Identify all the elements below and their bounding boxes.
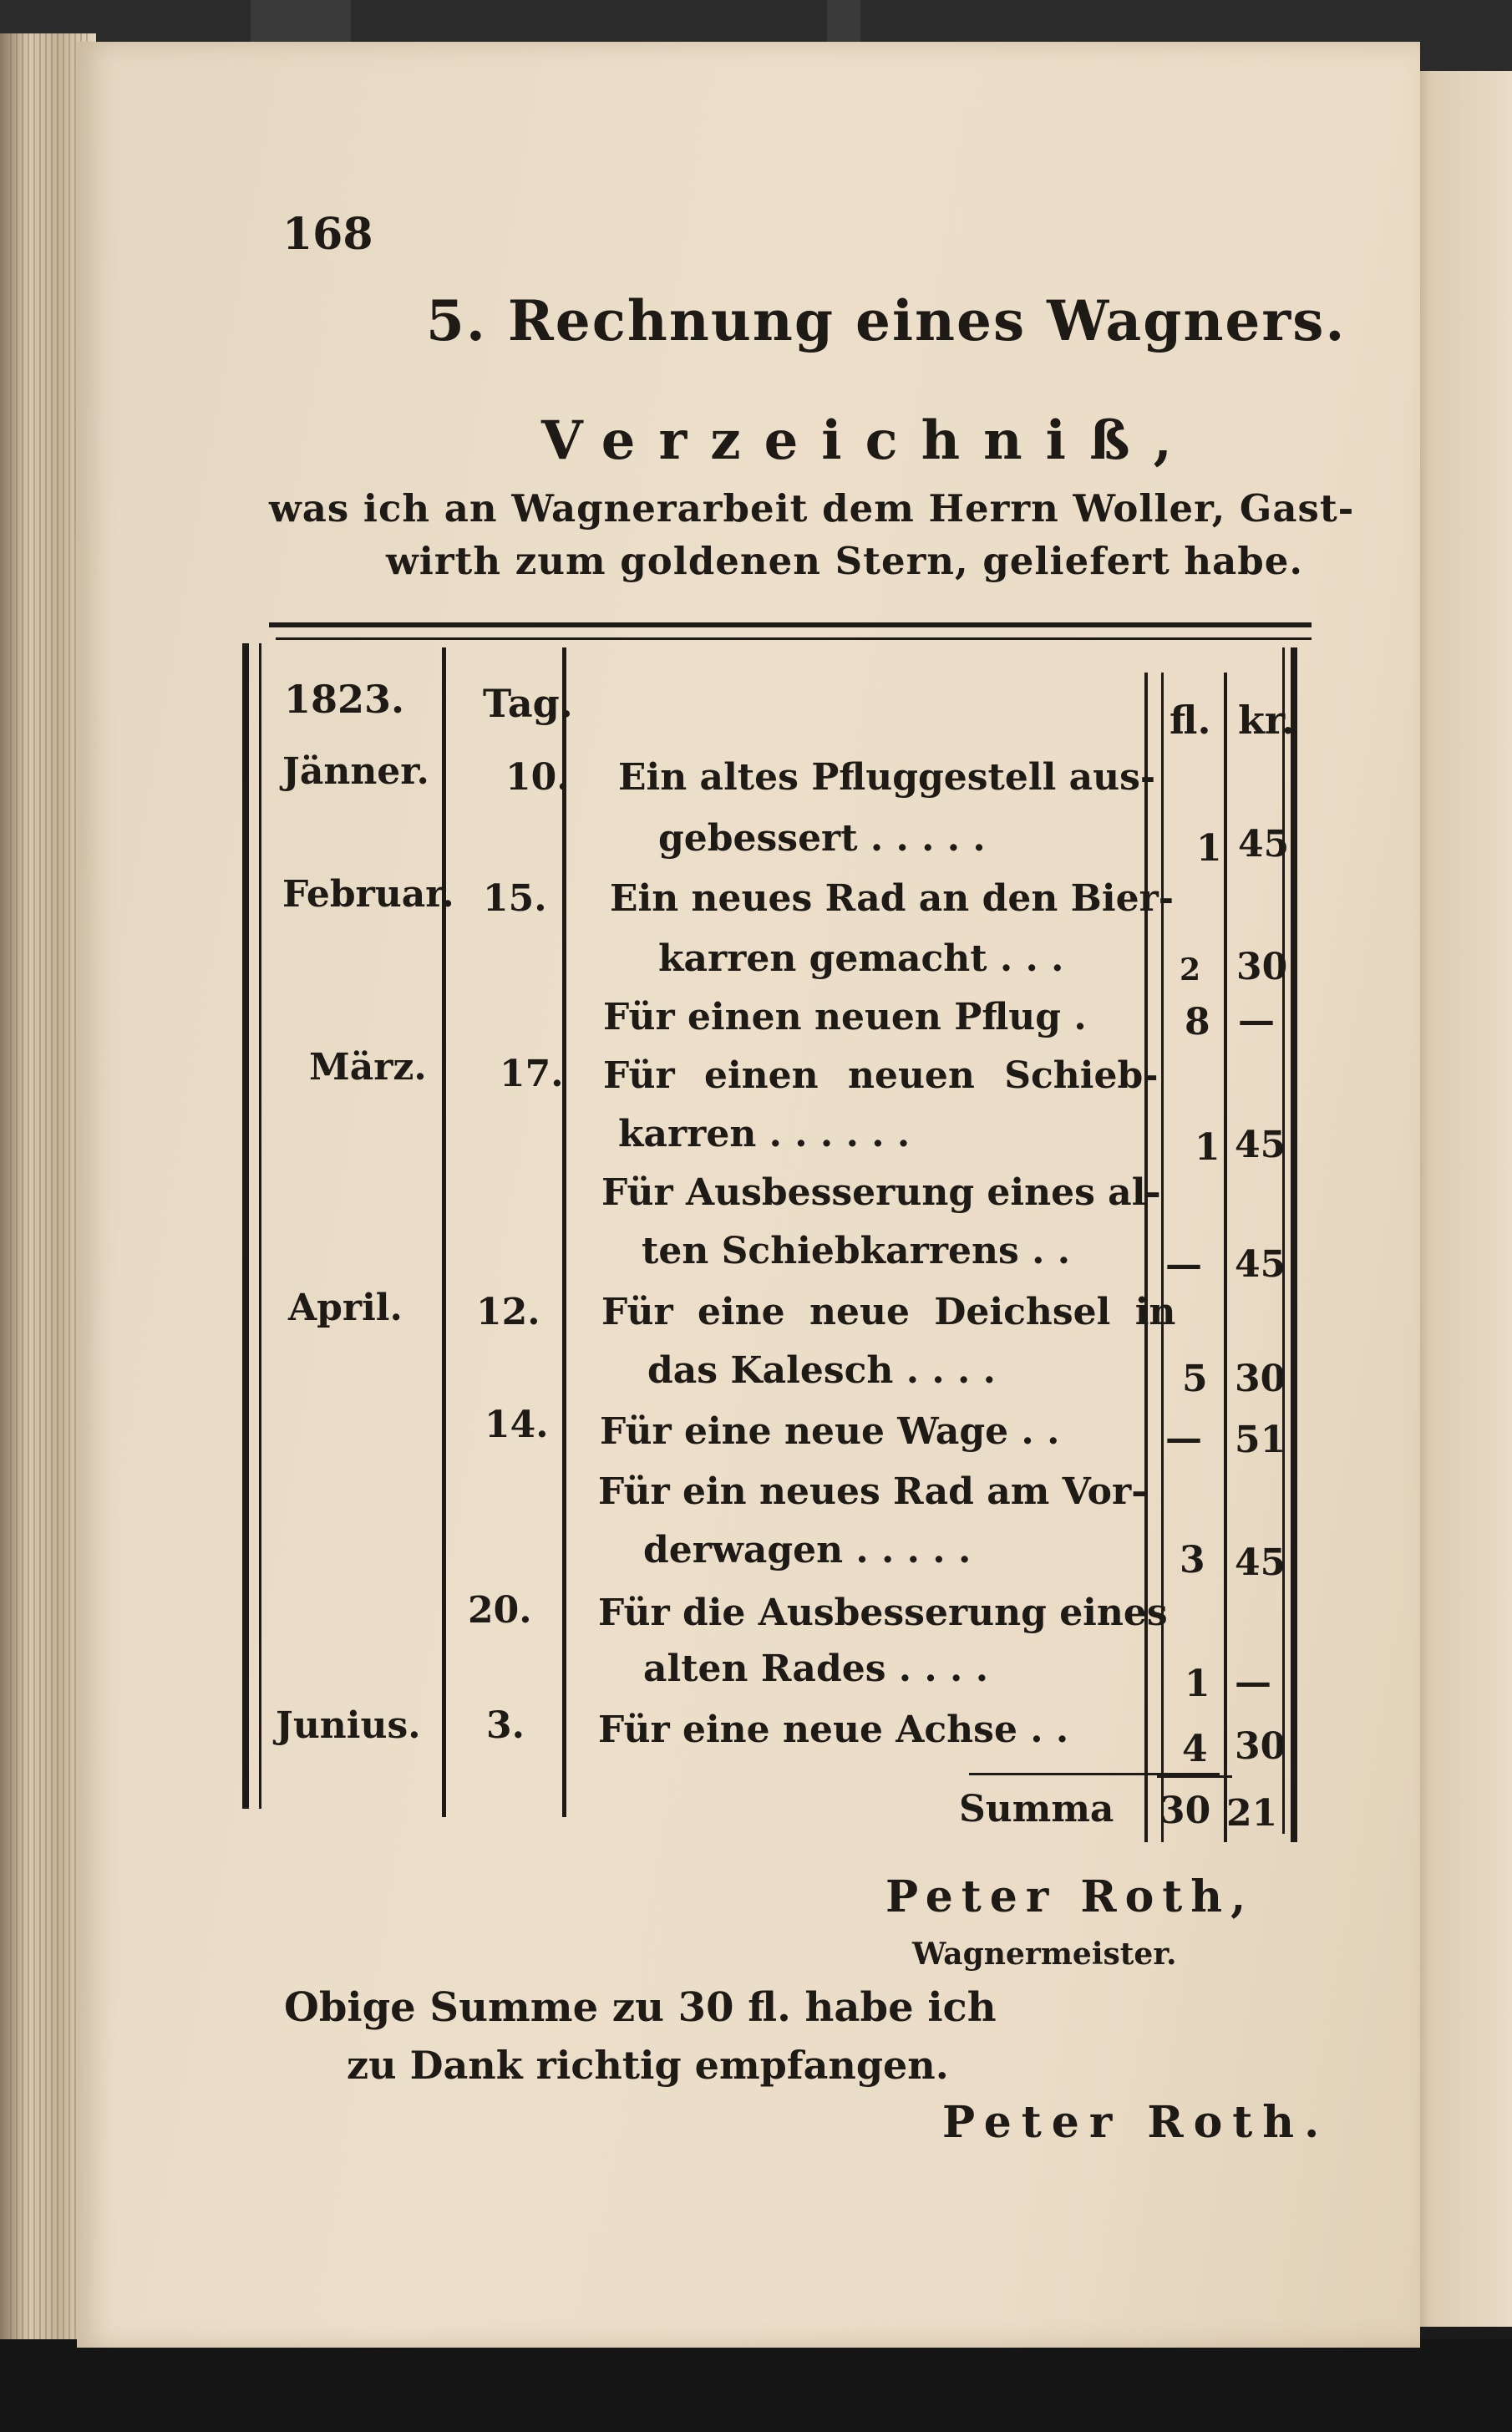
table-header-fl: fl. [1170,698,1211,743]
amount-kr: 45 [1235,1243,1286,1286]
amount-fl: — [1165,1417,1202,1460]
item-line: Für die Ausbesserung eines [598,1592,1168,1634]
table-column-rule-fl-thin [1161,673,1164,1842]
day-cell: 15. [483,877,547,920]
month-cell: Jänner. [282,750,429,793]
amount-kr: 30 [1236,946,1288,988]
table-header-year: 1823. [284,677,405,722]
receipt-signature: Peter Roth. [942,2097,1330,2148]
day-cell: 17. [500,1053,564,1095]
table-header-day: Tag. [483,681,573,726]
total-kr: 21 [1226,1792,1278,1835]
item-line: das Kalesch . . . . [647,1349,996,1392]
table-column-rule-item [562,647,566,1817]
item-line: karren . . . . . . [618,1113,911,1155]
signature-name: Peter Roth, [885,1871,1255,1922]
amount-fl: 1 [1195,1126,1220,1169]
month-cell: April. [288,1287,403,1329]
table-top-rule [269,622,1312,627]
amount-kr: 45 [1238,823,1290,866]
item-line: Für einen neuen Schieb- [603,1054,1159,1097]
month-cell: Februar. [282,873,454,916]
table-left-border-thin [259,643,261,1809]
item-line: Ein neues Rad an den Bier- [610,877,1175,920]
amount-fl: 8 [1185,1001,1210,1043]
amount-kr: 30 [1235,1358,1286,1400]
receipt-line-1: Obige Summe zu 30 fl. habe ich [284,1984,997,2031]
item-line: derwagen . . . . . [643,1529,972,1571]
day-cell: 10. [505,756,570,799]
item-line: karren gemacht . . . [658,937,1064,980]
amount-kr: — [1235,1661,1271,1703]
total-rule-fl [1157,1775,1232,1778]
intro-line-2: wirth zum goldenen Stern, geliefert habe. [386,539,1304,583]
amount-kr: 45 [1235,1541,1286,1584]
item-line: Für eine neue Deichsel in [601,1291,1176,1333]
receipt-line-2: zu Dank richtig empfangen. [347,2043,949,2088]
section-heading: Verzeichniß, [541,409,1195,472]
amount-kr: — [1238,999,1275,1042]
item-line: alten Rades . . . . [643,1648,989,1690]
table-header-kr: kr. [1238,698,1295,743]
intro-line-1: was ich an Wagnerarbeit dem Herrn Woller, Gast- [269,486,1355,531]
day-cell: 3. [486,1704,525,1747]
total-label: Summa [959,1788,1114,1830]
amount-fl: 1 [1196,827,1222,870]
item-line: gebessert . . . . . [658,817,986,860]
day-cell: 14. [485,1404,549,1446]
page-title: 5. Rechnung eines Wagners. [426,288,1347,353]
month-cell: Junius. [276,1704,421,1747]
signature-title: Wagnermeister. [912,1937,1177,1972]
table-column-rule-fl [1144,673,1148,1842]
item-line: Für einen neuen Pflug . [603,996,1087,1038]
item-line: Für ein neues Rad am Vor- [598,1470,1147,1513]
item-line: Für Ausbesserung eines al- [601,1171,1161,1214]
table-right-border [1291,647,1297,1842]
month-cell: März. [309,1046,427,1089]
amount-fl: 3 [1180,1539,1205,1582]
item-line: Für eine neue Achse . . [598,1708,1069,1751]
item-line: ten Schiebkarrens . . [642,1230,1071,1272]
table-column-rule-kr [1224,673,1227,1842]
amount-fl: 5 [1182,1358,1208,1400]
amount-kr: 45 [1235,1124,1286,1166]
table-column-rule-day [442,647,446,1817]
amount-kr: 51 [1235,1419,1286,1461]
table-top-rule-thin [276,637,1312,640]
day-cell: 12. [476,1291,540,1333]
amount-fl: — [1165,1243,1202,1286]
backdrop-bottom [0,2339,1512,2432]
item-line: Für eine neue Wage . . [600,1410,1060,1453]
total-fl: 30 [1159,1790,1211,1832]
item-line: Ein altes Pfluggestell aus- [618,756,1156,799]
amount-fl: 1 [1185,1663,1210,1705]
day-cell: 20. [468,1589,532,1632]
amount-fl: 2 [1180,952,1201,988]
next-page-edge [1412,71,1512,2327]
amount-fl: 4 [1182,1728,1208,1770]
page-number: 168 [282,209,373,260]
table-left-border [242,643,249,1809]
amount-kr: 30 [1235,1725,1286,1768]
